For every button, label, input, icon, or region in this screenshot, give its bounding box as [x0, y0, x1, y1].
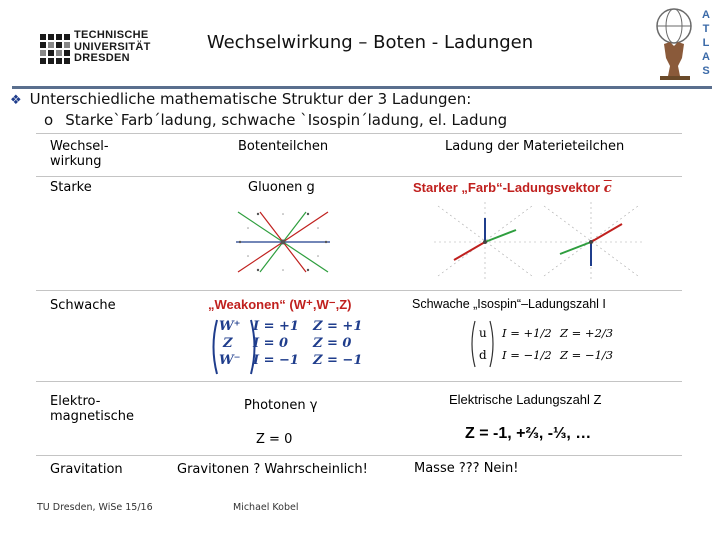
title-rule — [12, 86, 712, 89]
footer-institution: TU Dresden, WiSe 15/16 — [37, 502, 153, 513]
atlas-logo — [652, 6, 718, 82]
table-rule — [36, 133, 682, 134]
weak-label: Schwache — [50, 298, 116, 313]
gluon-octet-diagram — [228, 200, 338, 284]
em-label: Elektro- magnetische — [50, 394, 134, 424]
strong-label: Starke — [50, 180, 92, 195]
graviton-label: Gravitonen ? Wahrscheinlich! — [177, 462, 368, 477]
color-charge-title: Starker „Farb“-Ladungsvektor $\overline{c}$ — [413, 180, 612, 196]
footer-author: Michael Kobel — [233, 502, 299, 513]
sub-bullet-text: Starke`Farb´ladung, schwache `Isospin´ladung, el. Ladung — [65, 111, 508, 129]
electric-charge-title: Elektrische Ladungszahl Z — [449, 392, 602, 407]
tu-dresden-emblem-icon — [38, 30, 72, 70]
quark-isospin: I = +1/2 I = −1/2 — [502, 326, 552, 362]
slide-title: Wechselwirkung – Boten - Ladungen — [206, 32, 534, 53]
color-vector-symbol: $\overline{c}$ — [603, 181, 612, 196]
sub-bullet — [44, 111, 507, 129]
main-bullet-text: Unterschiedliche mathematische Struktur der 3 Ladungen: — [29, 90, 472, 108]
quark-isospin-matrix — [468, 318, 618, 370]
main-bullet — [10, 90, 471, 108]
weakon-charge-matrix — [209, 316, 369, 378]
electric-charge-values: Z = -1, +⅔, -⅓, … — [465, 425, 592, 442]
university-name: TECHNISCHE UNIVERSITÄT DRESDEN — [74, 29, 151, 64]
table-rule — [36, 381, 682, 382]
table-rule — [36, 176, 682, 177]
weakon-isospin: I = +1 I = 0 I = −1 — [253, 319, 299, 368]
color-charge-vector-diagrams — [432, 200, 648, 282]
weakon-particles: W⁺ Z W⁻ — [219, 319, 241, 368]
gravitation-label: Gravitation — [50, 462, 123, 477]
quark-charge: Z = +2/3 Z = −1/3 — [560, 326, 614, 362]
header-boson: Botenteilchen — [238, 139, 329, 154]
diamond-bullet-icon: ❖ — [10, 93, 22, 108]
weakon-title: „Weakonen“ (W⁺,W⁻,Z) — [208, 297, 352, 312]
header-interaction: Wechsel- wirkung — [50, 139, 109, 169]
tu-dresden-logo — [38, 30, 160, 72]
mass-charge: Masse ??? Nein! — [414, 461, 519, 476]
weakon-charge: Z = +1 Z = 0 Z = −1 — [313, 319, 363, 368]
quark-doublet: u d — [479, 326, 487, 362]
isospin-title: Schwache „Isospin“–Ladungszahl I — [412, 297, 606, 311]
table-rule — [36, 290, 682, 291]
photon-label: Photonen γ — [244, 398, 318, 413]
atlas-wordmark: A T L A S — [702, 9, 710, 77]
table-rule — [36, 455, 682, 456]
photon-charge: Z = 0 — [256, 432, 293, 447]
gluon-label: Gluonen g — [248, 180, 315, 195]
sub-bullet-marker: o — [44, 111, 54, 129]
header-matter-charge: Ladung der Materieteilchen — [445, 139, 625, 154]
atlas-figure-icon — [652, 6, 698, 80]
